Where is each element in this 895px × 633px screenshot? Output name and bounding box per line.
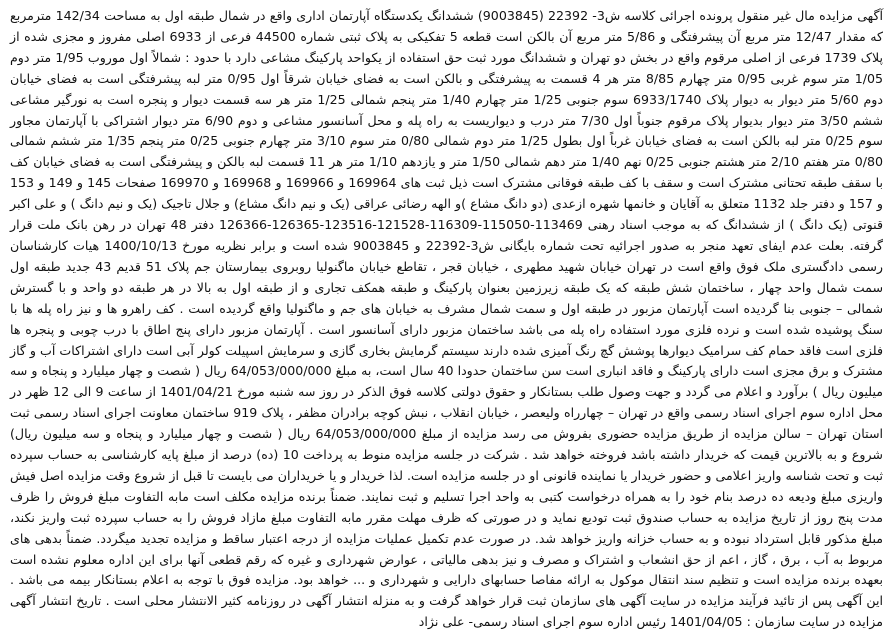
auction-notice-text: [10, 6, 883, 633]
notice-body: آگهی مزایده مال غیر منقول پرونده اجرائی کلاسه ش3- 22392 (9003845) ششدانگ یکدستگاه آپارتمان اداری واقع در شمال طبقه اول به مساحت 142/34 مترمربع که مقدار 12/47 متر مربع آن پیشرفتگی و 5/86 متر مربع آن بالکن است قطعه 5 تفکیکی به پلاک ثبتی شماره 44500 فرعی از 6933 اصلی مفروز و مجزی شده از پلاک 1739 فرعی از اصلی مرقوم واقع در بخش دو تهران و ششدانگ مورد ثبت حق استفاده از یکواحد پارکینگ مشاعی دارد با حدود : شمالاً اول موروب 1/95 متر دوم 1/05 متر سوم غربی 0/95 متر چهارم 8/85 متر هر 4 قسمت به پیشرفتگی و بالکن است به فضای خیابان شرقاً اول 0/95 متر لبه پیشرفتگی است به فضای خیابان دوم 5/60 متر دیوار به دیوار پلاک 6933/1740 سوم جنوبی 1/25 متر چهارم 1/40 متر پنجم شمالی 1/25 متر هر سه قسمت دیوار و پنجره است به نورگیر مشاعی ششم 3/50 متر دیوار بدیوار پلاک مرقوم جنوباً اول 7/30 متر درب و دیواریست به راه پله و محل آسانسور مشاعی و دوم 6/90 متر دیوار اشتراکی با آپارتمان مجاور سوم 0/25 متر لبه بالکن است به فضای خیابان غرباً اول بطول 1/25 متر دوم شمالی 0/80 متر سوم 3/10 متر چهارم جنوبی 0/25 متر پنجم 1/35 متر ششم شمالی 0/80 متر هفتم 2/10 متر هشتم جنوبی 0/25 نهم 1/40 متر دهم شمالی 1/50 متر و یازدهم 1/10 متر هر 11 قسمت لبه بالکن و پیشرفتگی است به فضای خیابان کف با سقف طبقه تحتانی مشترک است و سقف با کف طبقه فوقانی مشترک است ذیل ثبت های 169964 و 169966 و 169968 و 169970 صفحات 145 و 149 و 153 و 157 و دفتر جلد 1132 متعلق به آقایان و خانمها شهره ازعدی (دو دانگ مشاع )و الهه رضائی عراقی (یک و نیم دانگ مشاع) و جلال تاجیک (یک و نیم دانگ ) و علی اکبر قنوتی (یک دانگ ) از ششدانگ که به موجب اسناد رهنی 113469-115050-116309-121528-123516-126365-126366 دفتر 48 تهران در رهن بانک ملت قرار گرفته. بعلت عدم ایفای تعهد منجر به صدور اجرائیه تحت شماره بایگانی ش3-22392 و 9003845 شده است و برابر نظریه مورخ 1400/10/13 هیات کارشناسان رسمی دادگستری ملک فوق واقع است در تهران خیابان شهید مطهری ، خیابان قجر ، تقاطع خیابان ماگنولیا روبروی بیمارستان جم پلاک 51 قدیم 43 جدید طبقه اول سمت شمال واحد چهار ، ساختمان شش طبقه که یک طبقه زیرزمین بعنوان پارکینگ و طبقه همکف تجاری و از طبقه اول به بالا در هر طبقه دو واحد و با گسترش شمالی – جنوبی بنا گردیده است آپارتمان مزبور در طبقه اول و سمت شمال مشرف به خیابان های جم و ماگنولیا واقع گردیده است . کف راهرو ها و نیز راه پله ها با سنگ پوشیده شده است و نرده فلزی مورد استفاده راه پله می باشد ساختمان مزبور دارای آسانسور است . آپارتمان مزبور دارای پنج اطاق با درب چوبی و پنجره ها فلزی است فاقد حمام کف سرامیک دیوارها پوشش گچ رنگ آمیزی شده دارند سیستم گرمایش بخاری گازی و سرمایش اسپیلت کولر آبی است دارای اشتراکات آب و گاز مشترک و برق مجزی است دارای پارکینگ و فاقد انباری است سن ساختمان حدودا 40 سال است، به مبلغ 64/053/000/000 ریال ( شصت و چهار میلیارد و پنجاه و سه میلیون ریال ) برآورد و اعلام می گردد و جهت وصول طلب بستانکار و حقوق دولتی کلاسه فوق الذکر در روز سه شنبه مورخ 1401/04/21 از ساعت 9 الی 12 ظهر در محل اداره سوم اجرای اسناد رسمی واقع در تهران – چهارراه ولیعصر ، خیابان انقلاب ، نبش کوچه برادران مظفر ، پلاک 919 ساختمان معاونت اجرای اسناد رسمی ثبت استان تهران – سالن مزایده از طریق مزایده حضوری بفروش می رسد مزایده از مبلغ 64/053/000/000 ریال ( شصت و چهار میلیارد و پنجاه و سه میلیون ریال) شروع و به بالاترین قیمت که خریدار داشته باشد فروخته خواهد شد . شرکت در جلسه مزایده منوط به پرداخت 10 (ده) درصد از مبلغ پایه کارشناسی به حساب سپرده ثبت و تحت شناسه واریز اعلامی و حضور خریدار یا نماینده قانونی او در جلسه مزایده است. لذا خریدار و یا خریداران می بایست تا قبل از شروع وقت مزایده اصل فیش واریزی مبلغ ودیعه ده درصد بنام خود را به همراه درخواست کتبی به واحد اجرا تسلیم و ثبت نمایند. ضمناً برنده مزایده مکلف است مابه التفاوت مبلغ فروش را ظرف مدت پنج روز از تاریخ مزایده به حساب صندوق ثبت تودیع نماید و در صورتی که ظرف مهلت مقرر مابه التفاوت مبلغ مازاد فروش را به حساب سپرده ثبت واریز نکند، مبلغ مذکور قابل استرداد نبوده و به حساب خزانه واریز خواهد شد. در صورت عدم تکمیل عملیات مزایده از درجه اعتبار ساقط و مزایده تجدید میگردد. ضمناً بدهی های مربوط به آب ، برق ، گاز ، اعم از حق انشعاب و اشتراک و مصرف و نیز بدهی مالیاتی ، عوارض شهرداری و غیره که رقم قطعی آنها برای این اداره معلوم نشده است بعهده برنده مزایده است و تنظیم سند انتقال موکول به ارائه مفاصا حسابهای دارایی و شهرداری و ... خواهد بود. مزایده فوق با توجه به اعلام بستانکار بیمه می باشد . این آگهی پس از تائید فرآیند مزایده در سایت آگهی های سازمان ثبت قرار خواهد گرفت و به منزله انتشار آگهی در روزنامه کثیر الانتشار محلی است . تاریخ انتشار آگهی مزایده در سایت سازمان : 1401/04/05 رئیس اداره سوم اجرای اسناد رسمی- علی نژاد: [10, 8, 884, 630]
